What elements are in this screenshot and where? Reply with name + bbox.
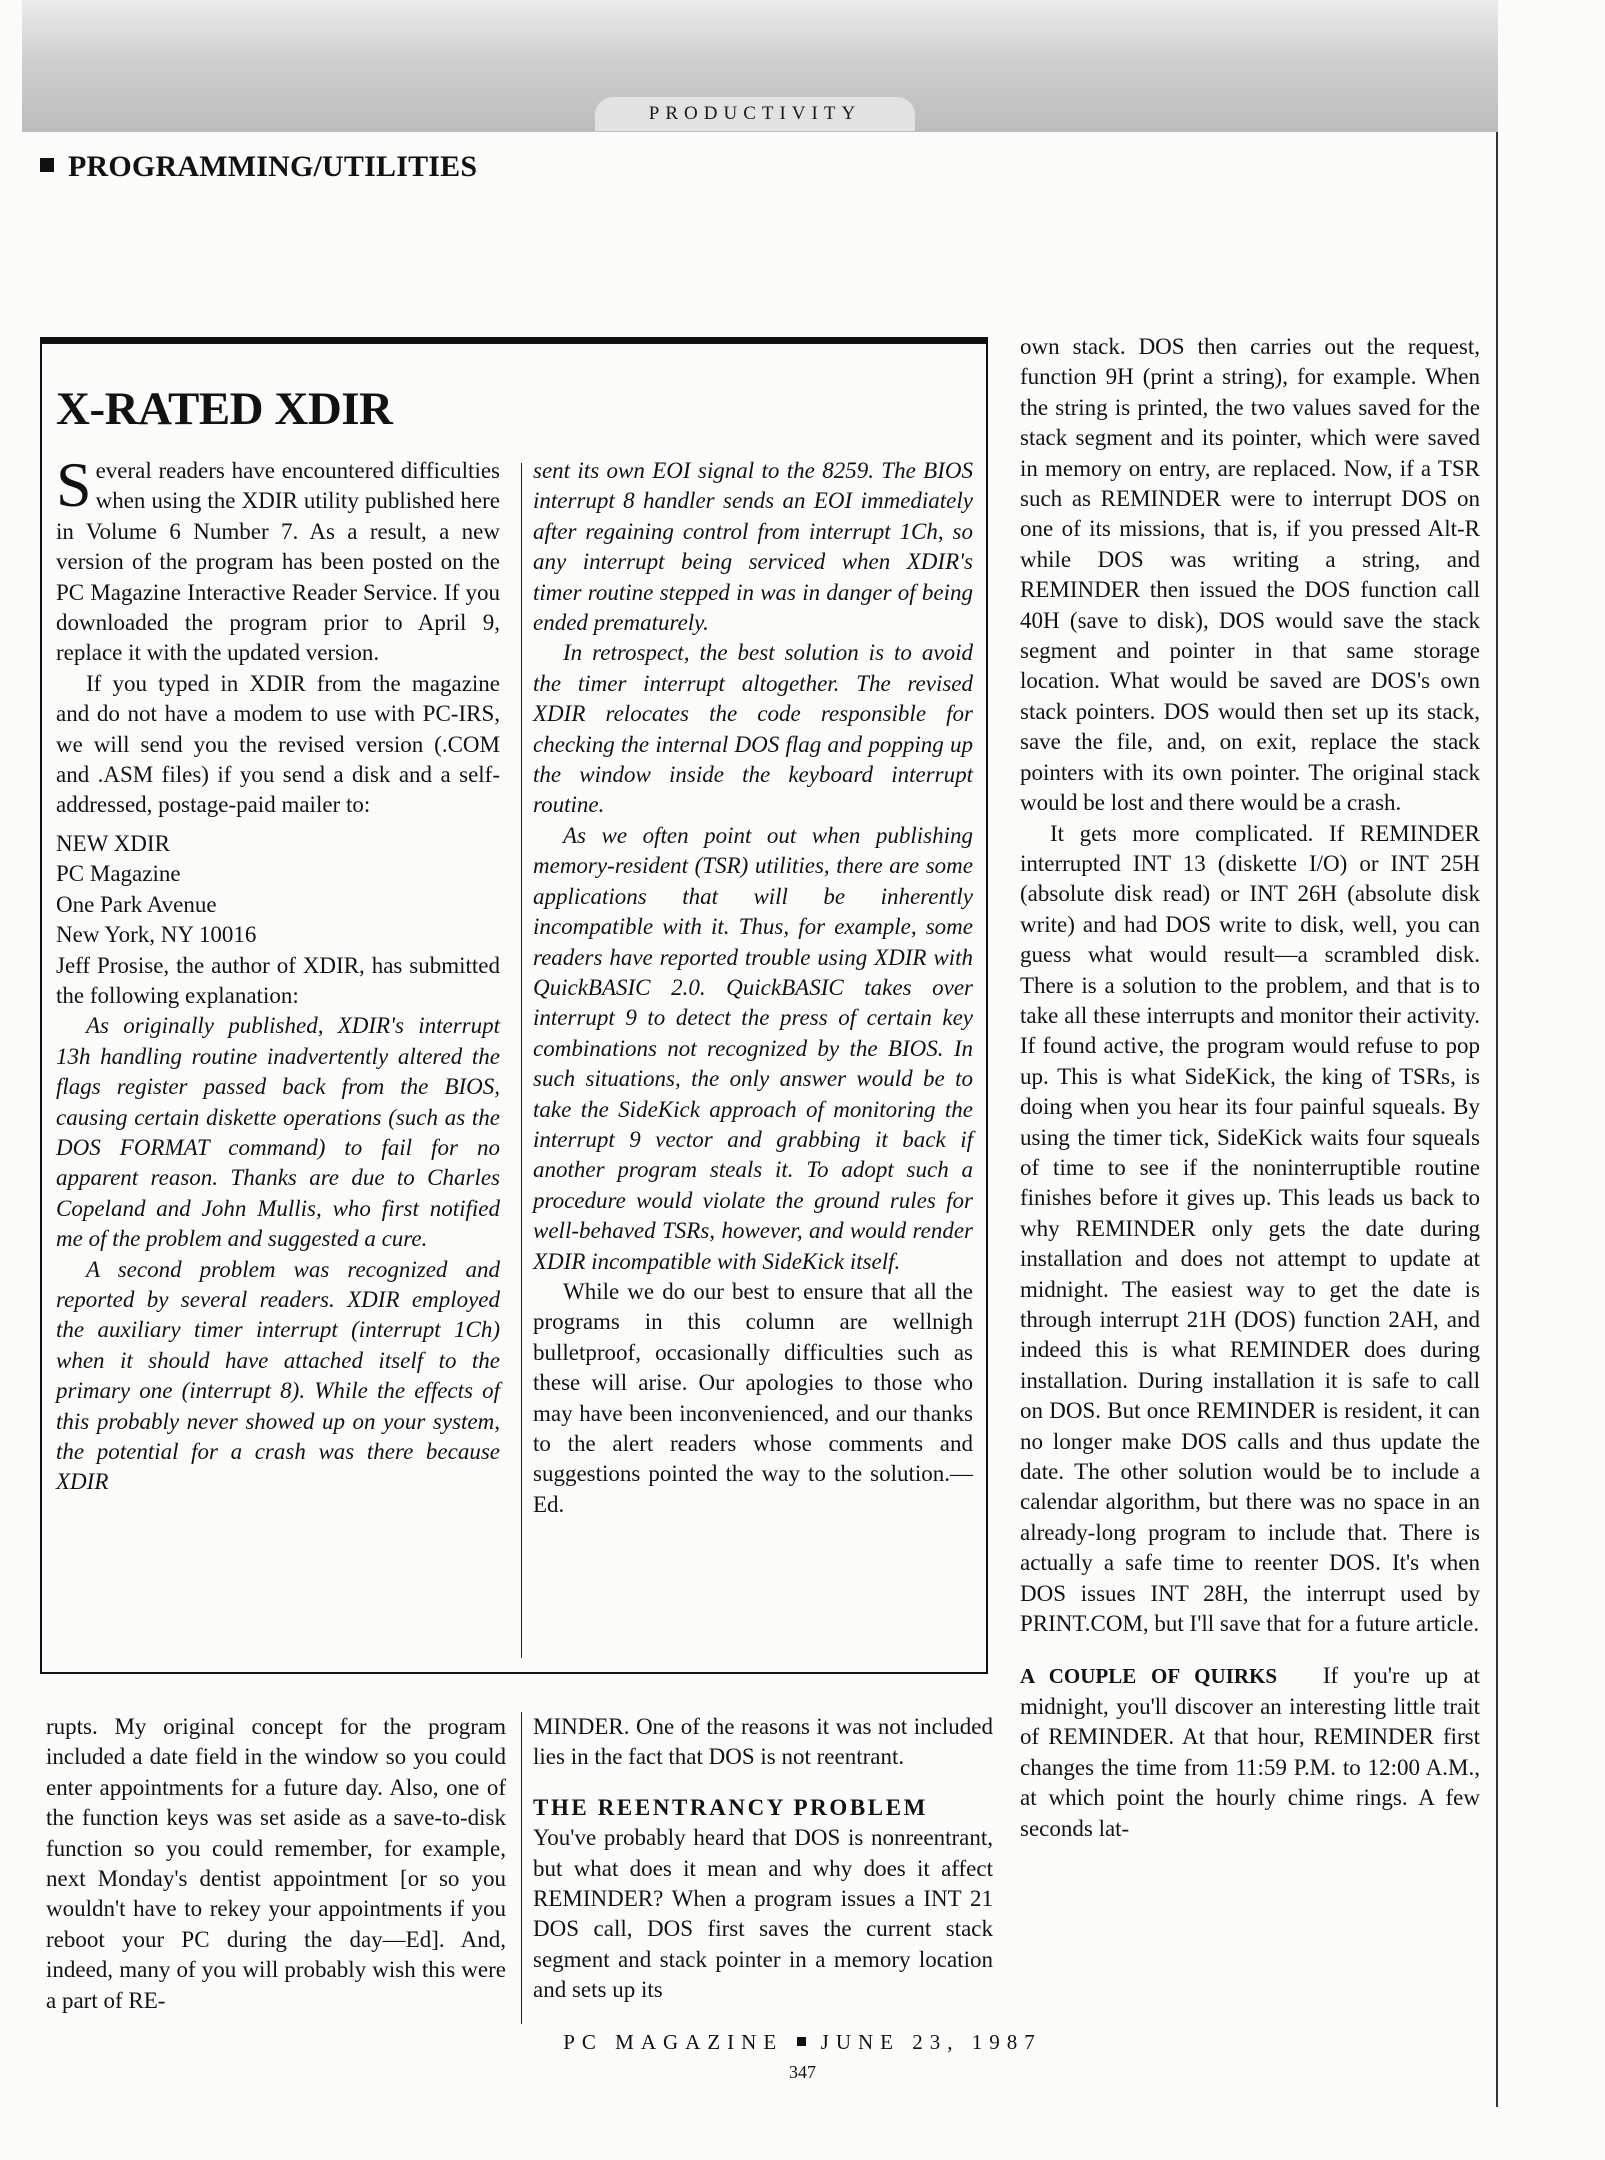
paragraph-italic: A second problem was recognized and reported by several readers. XDIR employed the auxiliary timer interrupt (interrupt 1Ch) when it should have attached itself to the primary one (interrupt 8). While the effects of this probably never showed up on your system, the potential for a crash was there because XDIR — [56, 1256, 500, 1495]
box-title: X-RATED XDIR — [56, 383, 393, 435]
drop-cap: S — [56, 449, 92, 520]
paragraph: While we do our best to ensure that all the programs in this column are wellnigh bulletproof, occasionally difficulties such as these will arise. Our apologies to those who may have been inconvenienced, and our thanks to the alert readers whose comments and suggestions pointed the way to the solution.—Ed. — [533, 1278, 973, 1517]
paragraph-italic: As originally published, XDIR's interrupt 13h handling routine inadvertently altered the flags register passed back from the BIOS, causing certain diskette operations (such as the DOS FORMAT command) to fail for no apparent reason. Thanks are due to Charles Copeland and John Mullis, who first notified me of the problem and suggested a cure. — [56, 1013, 500, 1252]
paragraph: It gets more complicated. If REMINDER interrupted INT 13 (diskette I/O) or INT 25H (absolute disk read) or INT 26H (absolute disk write) and had DOS write to disk, well, you can guess what would result—a scrambled disk. There is a solution to the problem, and that is to take all these interrupts and monitor their activity. If found active, the program would refuse to pop up. This is what SideKick, the king of TSRs, is doing when you hear its four painful squeals. By using the timer tick, SideKick waits four squeals of time to see if the noninterruptible routine finishes before it gives up. This leads us back to why REMINDER only gets the date during installation and does not attempt to update at midnight. The easiest way to get the date is through interrupt 21H (DOS) function 2AH, and indeed this is what REMINDER does during installation. During installation it is safe to call on DOS. But once REMINDER is resident, it can no longer make DOS calls and thus update the date. The other solution would be to include a calendar algorithm, but there was no space in an already-long program to include that. There is actually a safe time to reenter DOS. It's when DOS issues INT 28H, the interrupt used by PRINT.COM, but I'll save that for a future article. — [1020, 820, 1480, 1637]
address-line: NEW XDIR — [56, 830, 170, 856]
paragraph: If you typed in XDIR from the magazine and do not have a modem to use with PC-IRS, we will send you the revised version (.COM and .ASM files) if you send a disk and a self-addressed, postage-paid mailer to: — [56, 670, 500, 818]
paragraph: rupts. My original concept for the program included a date field in the window so you could enter appointments for a future day. Also, one of the function keys was set aside as a save-to-disk function so you could remember, for example, next Monday's dentist appointment [or so you wouldn't have to rekey your appointments if you reboot your PC during the day—Ed]. And, indeed, many of you will probably wish this were a part of RE- — [46, 1714, 506, 2013]
right-column — [1020, 332, 1480, 1844]
paragraph: Jeff Prosise, the author of XDIR, has submitted the following explanation: — [56, 952, 500, 1008]
footer-bullet-icon — [797, 2037, 806, 2046]
paragraph: You've probably heard that DOS is nonreentrant, but what does it mean and why does it affect REMINDER? When a program issues a INT 21 DOS call, DOS first saves the current stack segment and stack pointer in a memory location and sets up its — [533, 1825, 993, 2003]
paragraph-italic: In retrospect, the best solution is to avoid the timer interrupt altogether. The revised XDIR relocates the code responsible for checking the internal DOS flag and popping up the window inside the keyboard interrupt routine. — [533, 640, 973, 818]
box-column-divider — [521, 463, 522, 1658]
address-line: New York, NY 10016 — [56, 922, 257, 948]
footer-magazine: PC MAGAZINE — [563, 2030, 784, 2054]
paragraph: Several readers have encountered difficulties when using the XDIR utility published here in Volume 6 Number 7. As a result, a new version of the program has been posted on the PC Magazine Interactive Reader Service. If you downloaded the program prior to April 9, replace it with the updated version. — [56, 449, 500, 666]
bottom-column-2 — [533, 1712, 993, 2006]
paragraph-italic: sent its own EOI signal to the 8259. The BIOS interrupt 8 handler sends an EOI immediately after regaining control from interrupt 1Ch, so any interrupt being serviced when XDIR's timer routine stepped in was in danger of being ended prematurely. — [533, 458, 973, 636]
address-line: PC Magazine — [56, 861, 181, 887]
subheading: THE REENTRANCY PROBLEM — [533, 1794, 928, 1820]
address-line: One Park Avenue — [56, 891, 217, 917]
right-page-rule — [1496, 132, 1498, 2107]
section-heading-text: PROGRAMMING/UTILITIES — [68, 150, 478, 183]
bullet-square-icon — [40, 158, 54, 172]
paragraph: MINDER. One of the reasons it was not included lies in the fact that DOS is not reentrant. — [533, 1714, 993, 1770]
section-heading — [40, 150, 477, 184]
footer-date: JUNE 23, 1987 — [820, 2030, 1042, 2054]
paragraph: A COUPLE OF QUIRKS If you're up at midnight, you'll discover an interesting little trait of REMINDER. At that hour, REMINDER first changes the time from 11:59 P.M. to 12:00 A.M., at which point the hourly chime rings. A few seconds lat- — [1020, 1663, 1481, 1841]
box-column-1 — [56, 449, 500, 1498]
bottom-column-1 — [46, 1712, 506, 2016]
box-column-2 — [533, 456, 973, 1520]
page-number: 347 — [789, 2062, 816, 2082]
section-kicker: PRODUCTIVITY — [595, 97, 915, 131]
bottom-column-divider — [521, 1712, 522, 2024]
run-in-heading: A COUPLE OF QUIRKS — [1020, 1664, 1278, 1689]
paragraph: own stack. DOS then carries out the request, function 9H (print a string), for example. When the string is printed, the two values saved for the stack segment and its pointer, which were saved in memory on entry, are replaced. Now, if a TSR such as REMINDER were to interrupt DOS on one of its missions, that is, if you pressed Alt-R while DOS was writing a string, and REMINDER then issued the DOS function call 40H (save to disk), DOS would save the stack segment and pointer in that same storage location. What would be saved are DOS's own stack pointers. DOS would then set up its stack, save the file, and, on exit, replace the stack pointers with its own pointer. The original stack would be lost and there would be a crash. — [1020, 334, 1480, 816]
paragraph-italic: As we often point out when publishing memory-resident (TSR) utilities, there are some applications that will be inherently incompatible with it. Thus, for example, some readers have reported trouble using XDIR with QuickBASIC 2.0. QuickBASIC takes over interrupt 9 to detect the press of certain key combinations not recognized by the BIOS. In such situations, the only answer would be to take the SideKick approach of monitoring the interrupt 9 vector and grabbing it back if another program steals it. To adopt such a procedure would violate the ground rules for well-behaved TSRs, however, and would render XDIR incompatible with SideKick itself. — [533, 822, 973, 1274]
page-footer — [0, 2030, 1605, 2055]
